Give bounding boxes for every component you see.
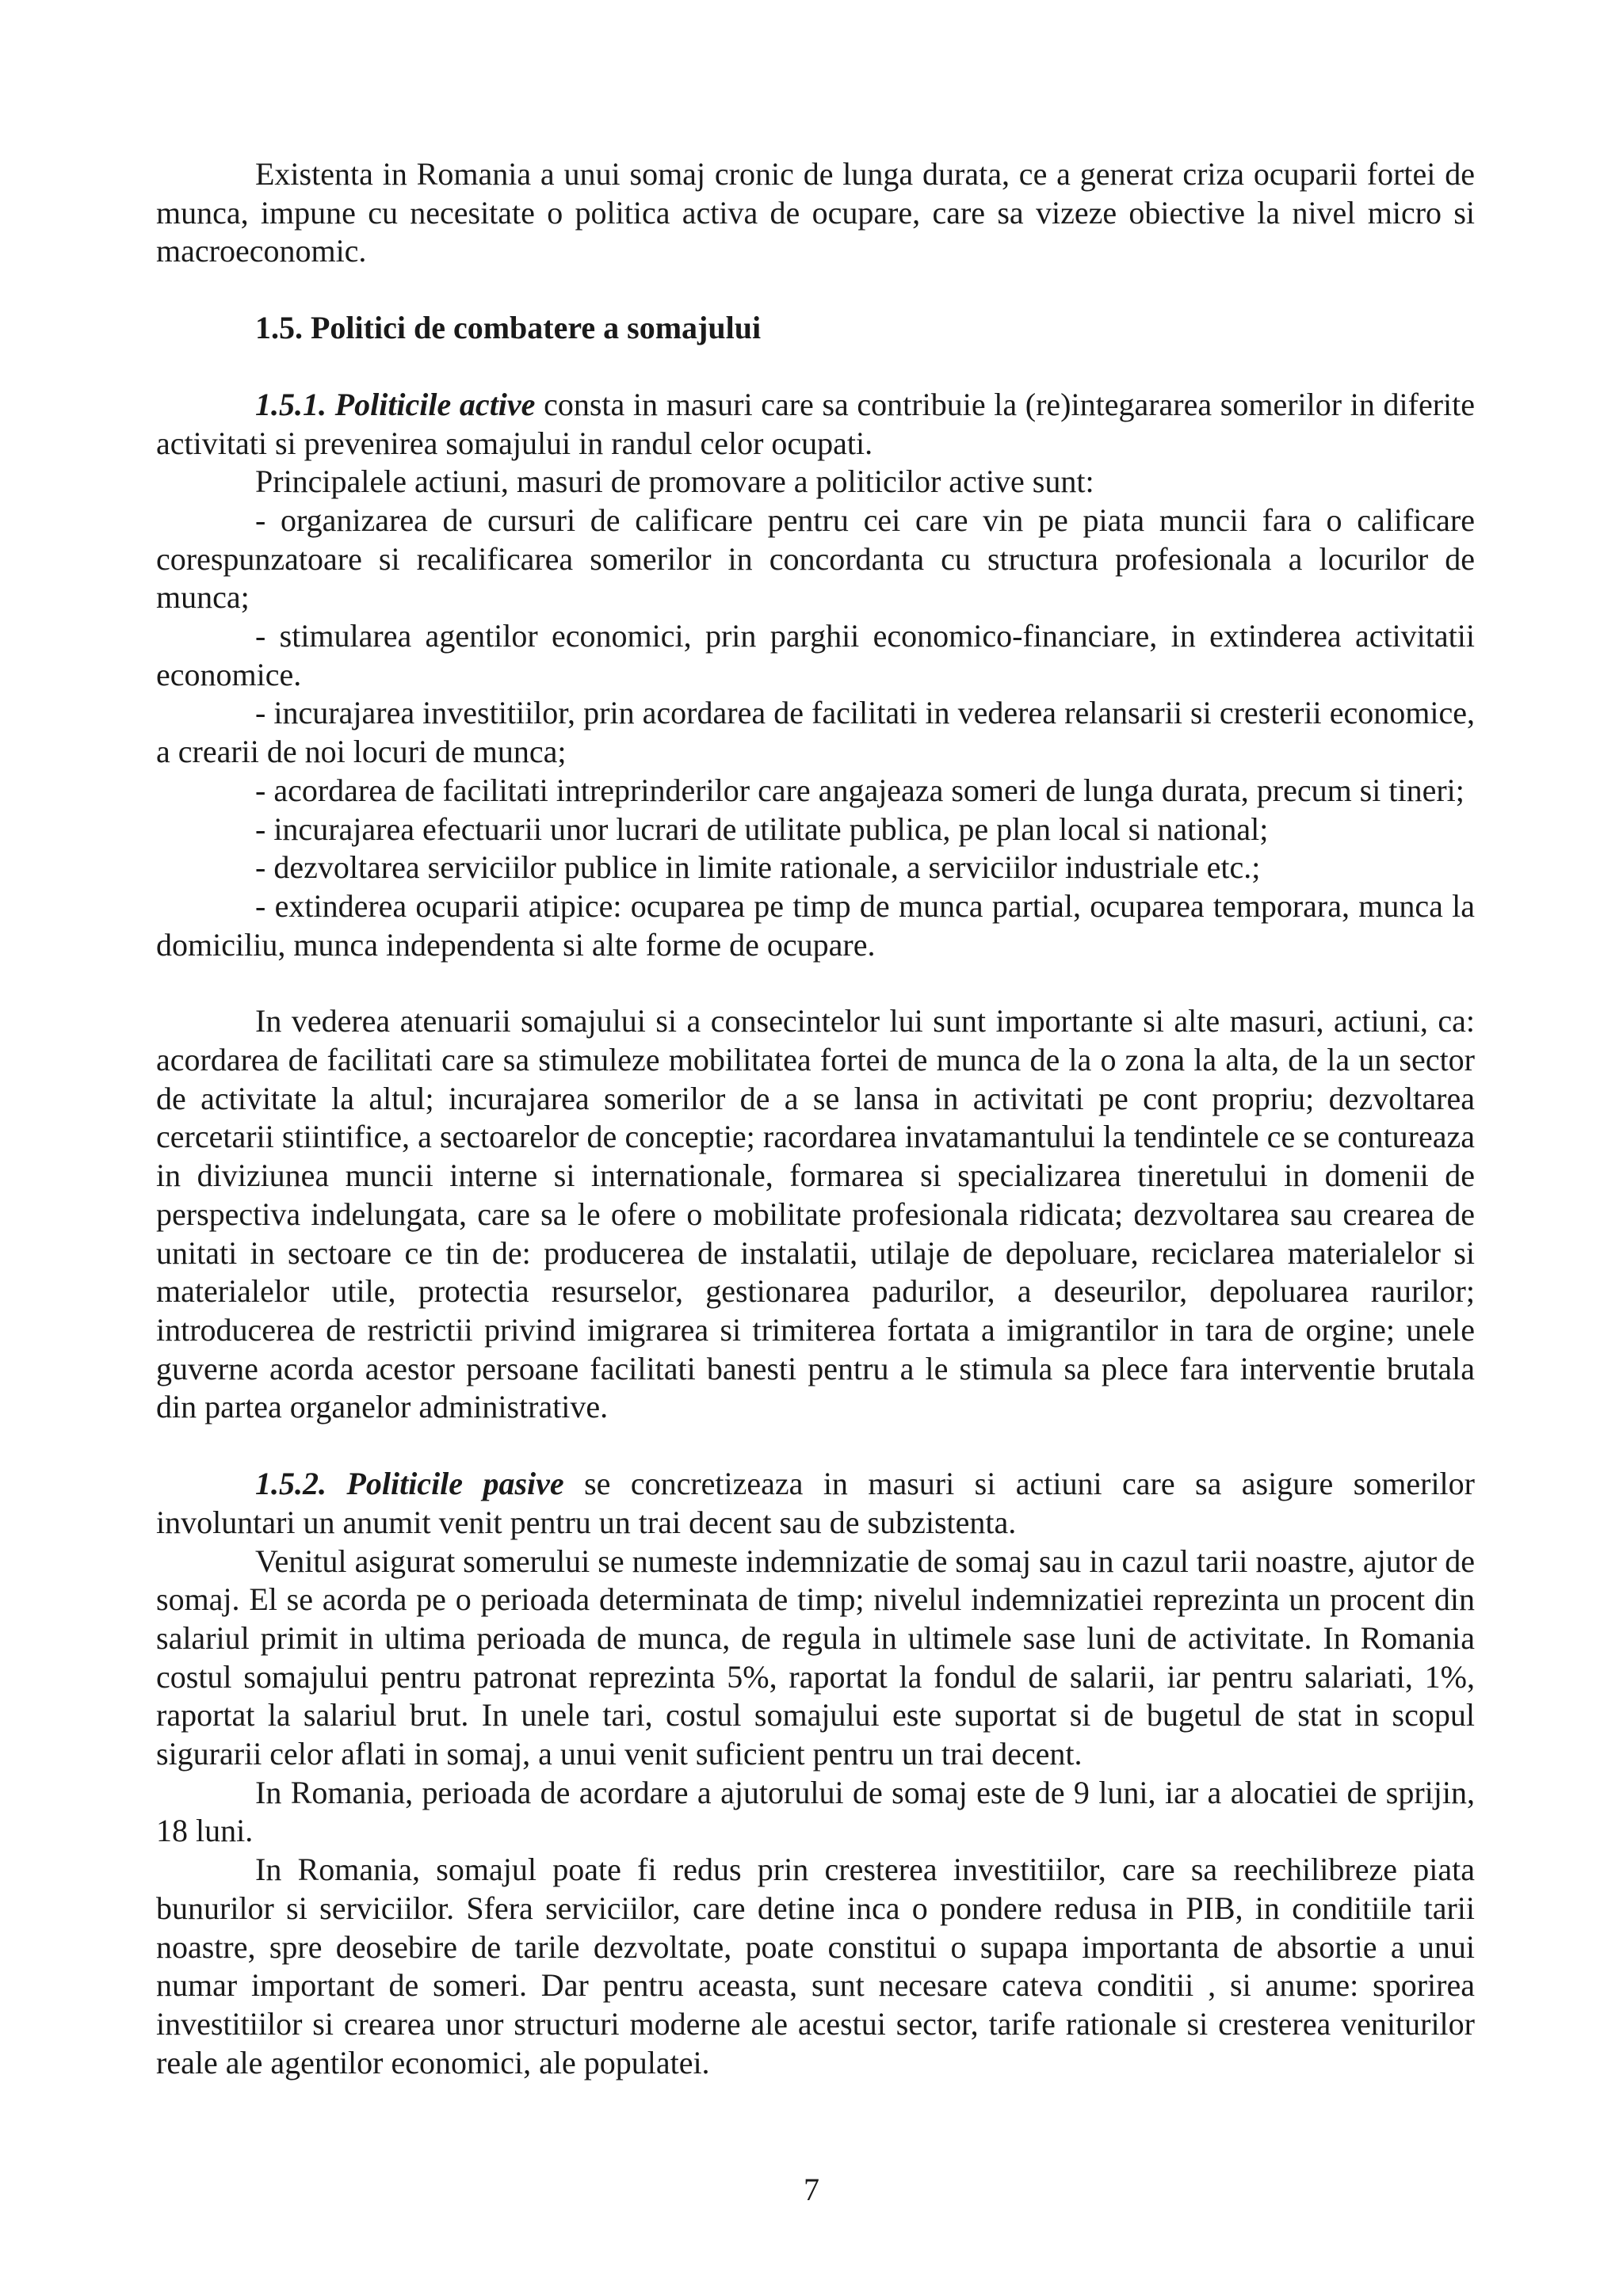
active-measure-item: - acordarea de facilitati intreprinderilor care angajeaza someri de lunga durata, precum si tineri; xyxy=(255,772,1465,808)
active-section-number: 1.5.1. xyxy=(255,386,327,422)
active-policies-text: consta in masuri care sa contribuie la (re)integararea somerilor in diferite activitati si prevenirea somajului in randul celor ocupati. xyxy=(156,386,1475,461)
document-body xyxy=(156,155,1475,2082)
intro-paragraph: Existenta in Romania a unui somaj cronic de lunga durata, ce a generat criza ocuparii fortei de munca, impune cu necesitate o politica activa de ocupare, care sa vizeze obiective la nivel micro si macroeconomic. xyxy=(156,156,1475,269)
passive-paragraph: In Romania, perioada de acordare a ajutorului de somaj este de 9 luni, iar a alocatiei de sprijin, 18 luni. xyxy=(156,1774,1475,1849)
active-measure-item: - organizarea de cursuri de calificare pentru cei care vin pe piata muncii fara o calificare corespunzatoare si recalificarea somerilor in concordanta cu structura profesionala a locurilor de munca; xyxy=(156,502,1475,616)
active-policies-definition xyxy=(156,386,1475,463)
passive-policies-term: Politicile pasive xyxy=(346,1466,564,1502)
active-measure-item: - dezvoltarea serviciilor publice in limite rationale, a serviciilor industriale etc.; xyxy=(255,849,1261,886)
active-policies-term: Politicile active xyxy=(334,386,536,422)
active-measure-item: - stimularea agentilor economici, prin parghii economico-financiare, in extinderea activitatii economice. xyxy=(156,618,1475,692)
active-measure-item: - incurajarea efectuarii unor lucrari de utilitate publica, pe plan local si national; xyxy=(255,810,1269,847)
active-measures-lead: Principalele actiuni, masuri de promovare a politicilor active sunt: xyxy=(255,463,1094,500)
section-heading: 1.5. Politici de combatere a somajului xyxy=(255,310,762,346)
active-measure-item: - incurajarea investitiilor, prin acordarea de facilitati in vederea relansarii si cresterii economice, a crearii de noi locuri de munca; xyxy=(156,695,1475,770)
passive-paragraph: Venitul asigurat somerului se numeste indemnizatie de somaj sau in cazul tarii noastre, ajutor de somaj. El se acorda pe o perioada determinata de timp; nivelul indemnizatiei reprezinta un procent din salariul primit in ultima perioada de munca, de regula in ultimele sase luni de activitate. In Romania costul somajului pentru patronat reprezinta 5%, raportat la fondul de salarii, iar pentru salariati, 1%, raportat la salariul brut. In unele tari, costul somajului este suportat si de bugetul de stat in scopul sigurarii celor aflati in somaj, a unui venit suficient pentru un trai decent. xyxy=(156,1543,1475,1772)
other-measures-paragraph: In vederea atenuarii somajului si a consecintelor lui sunt importante si alte masuri, actiuni, ca: acordarea de facilitati care sa stimuleze mobilitatea fortei de munca de la o zona la alta, de la un sector de activitate la altul; incurajarea somerilor de a se lansa in activitati pe cont propriu; dezvoltarea cercetarii stiintifice, a sectoarelor de conceptie; racordarea invatamantului la tendintele ce se contureaza in diviziunea muncii interne si internationale, formarea si specializarea tineretului in domenii de perspectiva indelungata, care sa le ofere o mobilitate profesionala ridicata; dezvoltarea sau crearea de unitati in sectoare ce tin de: producerea de instalatii, utilaje de depoluare, reciclarea materialelor si materialelor utile, protectia resurselor, gestionarea padurilor, a deseurilor, depoluarea raurilor; introducerea de restrictii privind imigrarea si trimiterea fortata a imigrantilor in tara de orgine; unele guverne acorda acestor persoane facilitati banesti pentru a le stimula sa plece fara interventie brutala din partea organelor administrative. xyxy=(156,1003,1475,1425)
active-measure-item: - extinderea ocuparii atipice: ocuparea pe timp de munca partial, ocuparea temporara, munca la domiciliu, munca independenta si alte forme de ocupare. xyxy=(156,887,1475,963)
passive-policies-definition xyxy=(156,1465,1475,1542)
passive-policies-text: se concretizeaza in masuri si actiuni care sa asigure somerilor involuntari un anumit venit pentru un trai decent sau de subzistenta. xyxy=(156,1466,1475,1540)
page-number: 7 xyxy=(804,2172,819,2207)
passive-paragraph: In Romania, somajul poate fi redus prin cresterea investitiilor, care sa reechilibreze piata bunurilor si serviciilor. Sfera serviciilor, care detine inca o pondere redusa in PIB, in conditiile tarii noastre, spre deosebire de tarile dezvoltate, poate constitui o supapa importanta de absortie a unui numar important de someri. Dar pentru aceasta, sunt necesare cateva conditii , si anume: sporirea investitiilor si crearea unor structuri moderne ale acestui sector, tarife rationale si cresterea veniturilor reale ale agentilor economici, ale populatei. xyxy=(156,1852,1475,2081)
passive-section-number: 1.5.2. xyxy=(255,1466,327,1502)
